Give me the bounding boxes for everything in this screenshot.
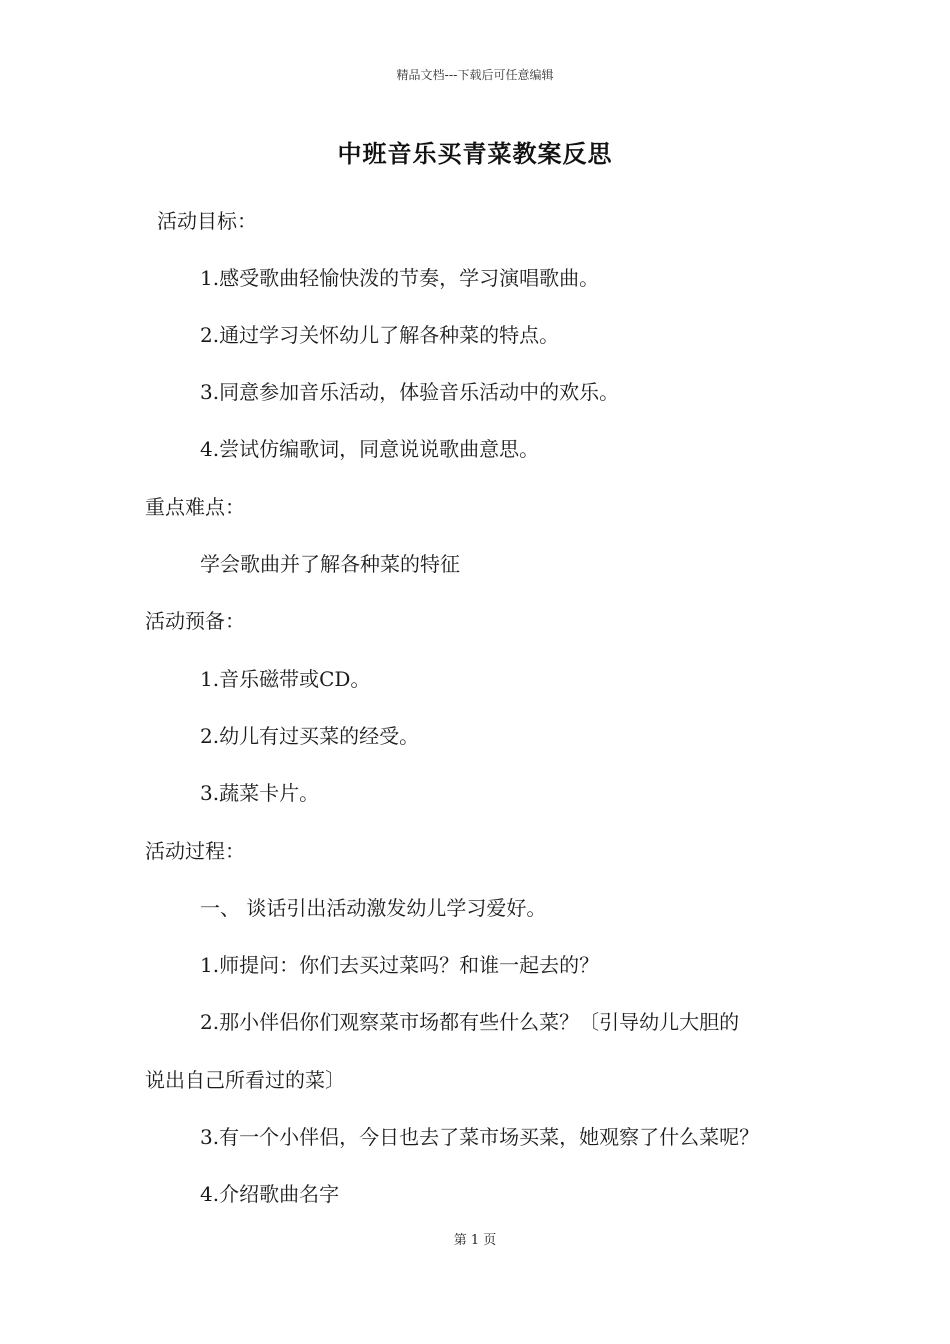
paragraph-line: 1.音乐磁带或CD。 <box>200 667 371 691</box>
paragraph-line: 1.感受歌曲轻愉快泼的节奏，学习演唱歌曲。 <box>200 266 600 290</box>
paragraph-line: 1.师提问：你们去买过菜吗？和谁一起去的？ <box>200 953 600 977</box>
paragraph-line: 3.蔬菜卡片。 <box>200 781 320 805</box>
paragraph-line: 2.幼儿有过买菜的经受。 <box>200 724 420 748</box>
paragraph-line: 2.通过学习关怀幼儿了解各种菜的特点。 <box>200 323 560 347</box>
paragraph-line: 一、 谈话引出活动激发幼儿学习爱好。 <box>200 896 547 920</box>
paragraph-line: 2.那小伴侣你们观察菜市场都有些什么菜？〔引导幼儿大胆的 <box>200 1010 740 1034</box>
paragraph-line: 学会歌曲并了解各种菜的特征 <box>200 552 460 576</box>
document-title: 中班音乐买青菜教案反思 <box>337 140 613 168</box>
section-heading-key-points: 重点难点： <box>145 495 245 519</box>
paragraph-line: 3.有一个小伴侣，今日也去了菜市场买菜，她观察了什么菜呢？ <box>200 1125 760 1149</box>
paragraph-line: 说出自己所看过的菜〕 <box>145 1068 345 1092</box>
header-note: 精品文档---下载后可任意编辑 <box>396 68 554 82</box>
page-number: 第 1 页 <box>453 1233 497 1248</box>
paragraph-line: 4.介绍歌曲名字 <box>200 1182 340 1206</box>
section-heading-preparation: 活动预备： <box>145 609 245 633</box>
paragraph-line: 3.同意参加音乐活动，体验音乐活动中的欢乐。 <box>200 380 620 404</box>
section-heading-process: 活动过程： <box>145 839 245 863</box>
section-heading-goals: 活动目标： <box>157 209 257 233</box>
paragraph-line: 4.尝试仿编歌词，同意说说歌曲意思。 <box>200 437 540 461</box>
